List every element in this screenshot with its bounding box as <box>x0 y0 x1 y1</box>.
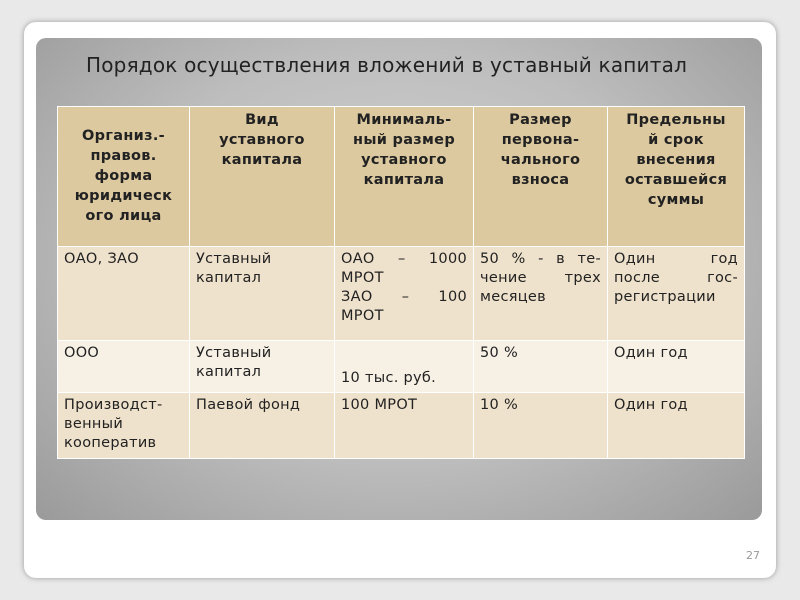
page-number: 27 <box>746 549 760 562</box>
header-cell-legal-form <box>58 107 190 247</box>
table-cell <box>608 393 745 459</box>
table-cell <box>335 393 474 459</box>
table-cell <box>58 247 190 341</box>
header-cell-initial-payment <box>474 107 608 247</box>
table-cell <box>335 247 474 341</box>
table-cell <box>190 341 335 393</box>
header-text: Минималь- ный размер уставного капитала <box>353 112 455 188</box>
table-cell <box>474 393 608 459</box>
cell-text: Уставный капитал <box>196 345 272 380</box>
table-row <box>58 341 745 393</box>
cell-text: 50 % - в те- чение трех месяцев <box>480 251 601 305</box>
table-cell <box>58 341 190 393</box>
table-cell <box>335 341 474 393</box>
cell-text: ООО <box>64 345 100 361</box>
table-cell <box>608 247 745 341</box>
table-cell <box>190 247 335 341</box>
table-cell <box>474 341 608 393</box>
cell-text: Уставный капитал <box>196 251 272 286</box>
cell-text: ОАО – 1000 МРОТ ЗАО – 100 МРОТ <box>341 251 467 324</box>
header-text: Размер первона- чального взноса <box>500 112 581 188</box>
table-cell <box>474 247 608 341</box>
cell-text: 50 % <box>480 345 519 361</box>
cell-text: 10 % <box>480 397 519 413</box>
capital-table <box>57 106 745 459</box>
cell-text: Один год <box>614 397 688 413</box>
table-cell <box>58 393 190 459</box>
cell-text: 10 тыс. руб. <box>341 370 437 386</box>
table-cell <box>608 341 745 393</box>
cell-text: Один год после гос- регистрации <box>614 251 738 305</box>
cell-text: Производст- венный кооператив <box>64 397 163 451</box>
header-text: Вид уставного капитала <box>219 112 305 168</box>
header-text: Предельны й срок внесения оставшейся суммы <box>624 112 728 208</box>
table-row <box>58 393 745 459</box>
cell-text: 100 МРОТ <box>341 397 418 413</box>
table-header-row <box>58 107 745 247</box>
cell-text: Паевой фонд <box>196 397 301 413</box>
table-cell <box>190 393 335 459</box>
cell-text: ОАО, ЗАО <box>64 251 139 267</box>
header-cell-deadline <box>608 107 745 247</box>
header-cell-min-size <box>335 107 474 247</box>
table-row <box>58 247 745 341</box>
header-text: Организ.- правов. форма юридическ ого лица <box>74 128 173 224</box>
cell-text: Один год <box>614 345 688 361</box>
header-cell-capital-type <box>190 107 335 247</box>
slide-title: Порядок осуществления вложений в уставный капитал <box>86 53 688 77</box>
